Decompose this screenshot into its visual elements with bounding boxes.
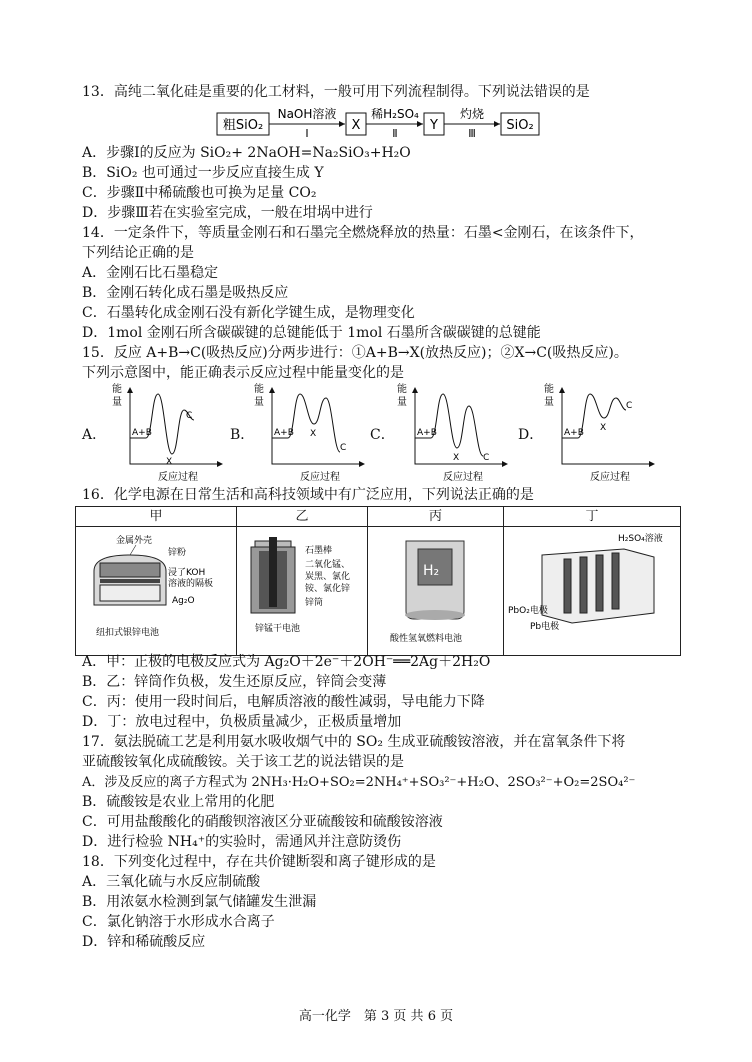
flow-arrow2-top: 稀H₂SO₄ [371,107,419,121]
flow-box2: X [351,118,361,133]
cell-fuel-cell [368,527,504,656]
q14-option-a: A．金刚石比石墨稳定 [82,265,219,281]
svg-text:C: C [626,401,633,411]
svg-text:石墨棒: 石墨棒 [305,546,333,556]
svg-text:溶液的隔板: 溶液的隔板 [168,579,214,589]
lead-acid-battery-illustration [504,527,680,651]
svg-text:H₂: H₂ [423,563,440,579]
q15-option-c-letter: C． [370,427,395,443]
q15-option-d-letter: D． [518,427,544,443]
q18-option-c: C．氯化钠溶于水形成水合离子 [82,914,275,930]
cell-button-battery [76,527,237,656]
svg-text:量: 量 [112,397,122,408]
q17-option-b: B．硫酸铵是农业上常用的化肥 [82,794,275,810]
q13-flow-diagram [215,101,545,141]
energy-diagram-c [393,380,511,484]
svg-text:能: 能 [112,384,122,395]
q16-option-d: D．丁：放电过程中，负极质量减少，正极质量增加 [82,714,402,730]
q15-option-a-letter: A． [82,427,107,443]
svg-text:能: 能 [397,384,407,395]
flow-arrow1-top: NaOH溶液 [277,107,337,121]
q15-option-b-letter: B． [230,427,255,443]
svg-text:反应过程: 反应过程 [590,472,630,483]
battery-table [75,506,681,656]
flow-arrow2-bottom: Ⅱ [392,127,398,140]
q15-stem-line1: 15．反应 A+B→C(吸热反应)分两步进行：①A+B→X(放热反应)；②X→C(吸热反应)。 [82,345,628,361]
svg-text:X: X [453,453,460,463]
svg-text:二氧化锰、: 二氧化锰、 [305,560,351,570]
svg-text:H₂SO₄溶液: H₂SO₄溶液 [618,534,663,544]
q13-option-a: A．步骤Ⅰ的反应为 SiO₂+ 2NaOH=Na₂SiO₃+H₂O [82,145,411,161]
svg-text:酸性氢氧燃料电池: 酸性氢氧燃料电池 [390,634,463,644]
flow-arrow1-bottom: Ⅰ [305,127,309,140]
q13-option-c: C．步骤Ⅱ中稀硫酸也可换为足量 CO₂ [82,185,317,201]
cell-dry-battery [237,527,368,656]
q18-option-a: A．三氧化硫与水反应制硫酸 [82,874,261,890]
q13-stem: 13．高纯二氧化硅是重要的化工材料，一般可用下列流程制得。下列说法错误的是 [82,84,590,100]
svg-text:A+B: A+B [274,428,294,438]
q13-option-d: D．步骤Ⅲ若在实验室完成，一般在坩埚中进行 [82,205,373,221]
q17-option-a: A．涉及反应的离子方程式为 2NH₃·H₂O+SO₂=2NH₄⁺+SO₃²⁻+H₂O、2SO₃²⁻+O₂=2SO₄²⁻ [82,775,636,790]
header-ding: 丁 [504,507,681,527]
q14-option-c: C．石墨转化成金刚石没有新化学键生成，是物理变化 [82,305,415,321]
q14-option-b: B．金刚石转化成石墨是吸热反应 [82,285,289,301]
q14-option-d: D．1mol 金刚石所含碳碳键的总键能低于 1mol 石墨所含碳碳键的总键能 [82,325,541,341]
svg-text:X: X [600,423,607,433]
q16-option-a: A．甲：正极的电极反应式为 Ag₂O＋2e⁻＋2OH⁻══2Ag＋2H₂O [82,654,491,670]
svg-text:C: C [483,453,490,463]
dry-battery-illustration [237,527,367,651]
svg-text:锌筒: 锌筒 [305,598,324,608]
svg-text:纽扣式银锌电池: 纽扣式银锌电池 [96,628,160,638]
q14-stem-line2: 下列结论正确的是 [82,245,194,261]
energy-diagram-b [250,380,368,484]
svg-text:金属外壳: 金属外壳 [116,536,153,546]
q17-stem-line2: 亚硫酸铵氧化成硫酸铵。关于该工艺的说法错误的是 [82,754,404,770]
svg-text:铵、氯化锌: 铵、氯化锌 [305,584,351,594]
svg-text:A+B: A+B [564,428,584,438]
svg-text:量: 量 [397,397,407,408]
q18-option-b: B．用浓氨水检测到氯气储罐发生泄漏 [82,894,317,910]
page-footer: 高一化学 第 3 页 共 6 页 [298,1009,454,1024]
svg-text:量: 量 [544,397,554,408]
svg-text:量: 量 [254,397,264,408]
q16-stem: 16．化学电源在日常生活和高科技领域中有广泛应用，下列说法正确的是 [82,487,534,503]
flow-arrow3-top: 灼烧 [459,107,485,121]
q15-stem-line2: 下列示意图中，能正确表示反应过程中能量变化的是 [82,365,404,381]
header-bing: 丙 [368,507,504,527]
q18-option-d: D．锌和稀硫酸反应 [82,934,206,950]
svg-text:X: X [166,457,173,467]
energy-diagram-d [540,380,658,484]
svg-text:炭黑、氯化: 炭黑、氯化 [305,572,351,582]
header-jia: 甲 [76,507,237,527]
q16-option-b: B．乙：锌筒作负极，发生还原反应，锌筒会变薄 [82,674,387,690]
flow-box1: 粗SiO₂ [222,118,264,133]
header-yi: 乙 [237,507,368,527]
svg-text:Pb电极: Pb电极 [530,622,560,632]
svg-text:能: 能 [544,384,554,395]
q17-stem-line1: 17．氨法脱硫工艺是利用氨水吸收烟气中的 SO₂ 生成亚硫酸铵溶液，并在富氧条件下将 [82,734,626,750]
svg-text:PbO₂电极: PbO₂电极 [508,606,548,616]
q16-option-c: C．丙：使用一段时间后，电解质溶液的酸性减弱，导电能力下降 [82,694,485,710]
svg-text:A+B: A+B [417,428,437,438]
q18-stem: 18．下列变化过程中，存在共价键断裂和离子键形成的是 [82,854,436,870]
energy-diagram-a [108,380,226,484]
cell-lead-acid-battery [504,527,681,656]
svg-text:反应过程: 反应过程 [158,472,198,483]
q17-option-d: D．进行检验 NH₄⁺的实验时，需通风并注意防烫伤 [82,834,402,850]
svg-text:锌锰干电池: 锌锰干电池 [255,624,301,634]
flow-box3: Y [430,118,438,133]
q13-option-b: B．SiO₂ 也可通过一步反应直接生成 Y [82,165,324,181]
svg-text:X: X [310,429,317,439]
svg-text:浸了KOH: 浸了KOH [168,568,206,578]
q17-option-c: C．可用盐酸酸化的硝酸钡溶液区分亚硫酸铵和硫酸铵溶液 [82,814,443,830]
button-battery-illustration [76,527,236,651]
svg-text:Ag₂O: Ag₂O [172,596,195,606]
svg-text:A+B: A+B [132,428,152,438]
svg-text:反应过程: 反应过程 [300,472,340,483]
q14-stem-line1: 14．一定条件下，等质量金刚石和石墨完全燃烧释放的热量：石墨<金刚石，在该条件下， [82,225,644,241]
flow-box4: SiO₂ [506,118,534,133]
svg-text:C: C [186,411,193,421]
svg-text:反应过程: 反应过程 [443,472,483,483]
svg-text:能: 能 [254,384,264,395]
flow-arrow3-bottom: Ⅲ [468,127,476,140]
svg-text:锌粉: 锌粉 [168,548,187,558]
fuel-cell-illustration [368,527,503,651]
svg-text:C: C [340,443,347,453]
